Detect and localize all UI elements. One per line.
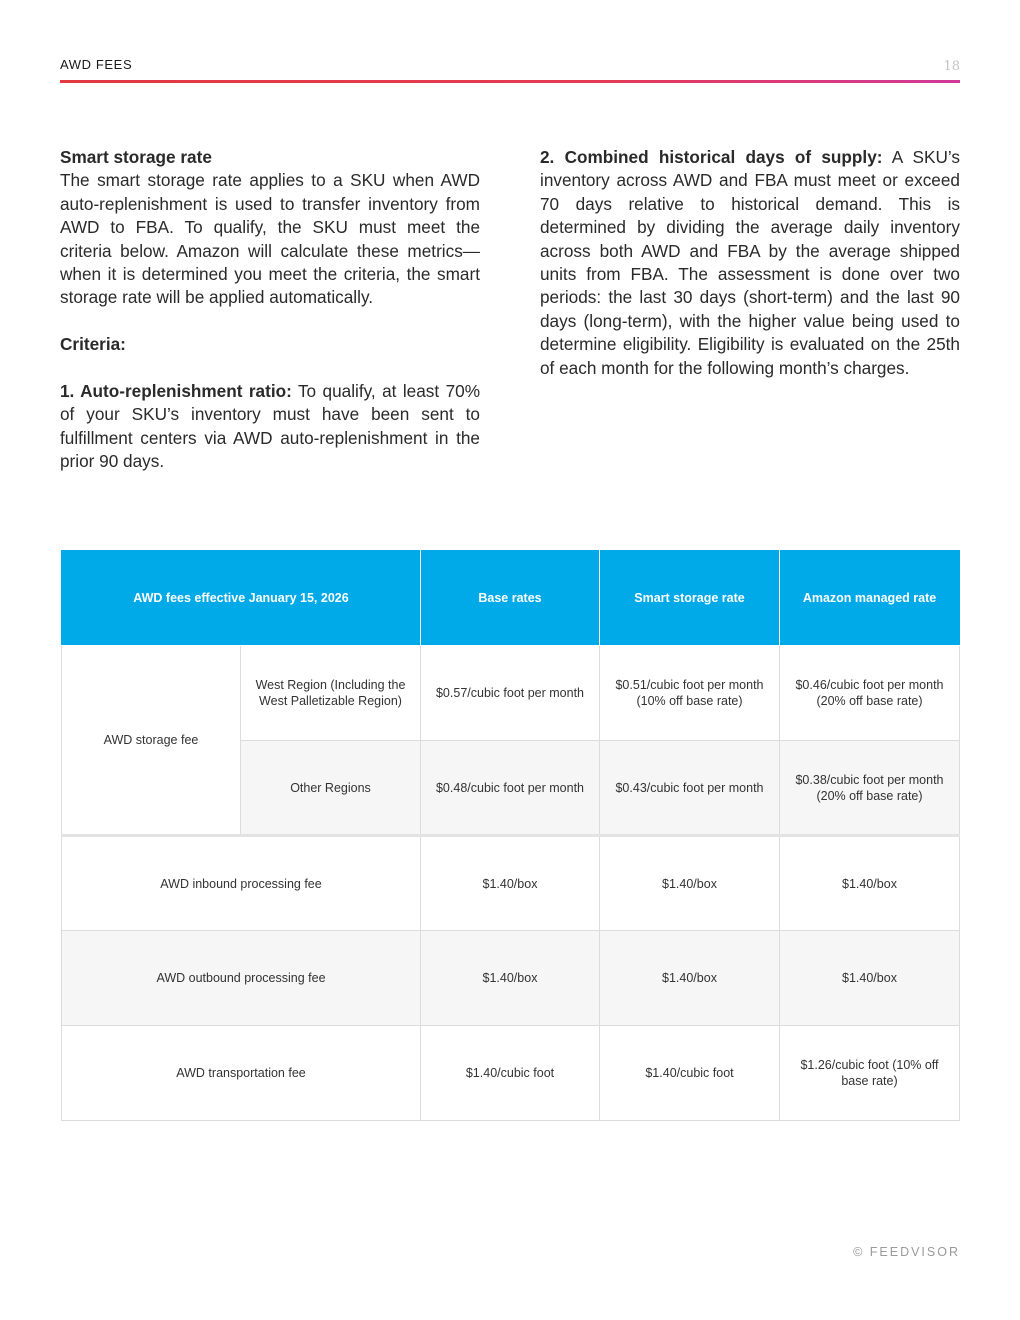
awd-fees-table (61, 550, 960, 1121)
smart-rate-cell: $0.43/cubic foot per month (600, 741, 780, 836)
fee-label: AWD outbound processing fee (62, 931, 421, 1026)
region-label: West Region (Including the West Palletizable Region) (241, 646, 421, 741)
base-rate-cell: $0.48/cubic foot per month (421, 741, 600, 836)
table-row (62, 931, 960, 1026)
header-smart-storage-rate: Smart storage rate (600, 551, 780, 646)
smart-storage-intro: The smart storage rate applies to a SKU when AWD auto-replenishment is used to transfer inventory from AWD to FBA. To qualify, the SKU must meet the criteria below. Amazon will calculate these metrics— when it is determined you meet the criteria, the smart storage rate will be applied automatically. (60, 170, 480, 308)
table-row (62, 836, 960, 931)
smart-storage-heading: Smart storage rate (60, 147, 212, 167)
page-number: 18 (943, 59, 960, 74)
header-base-rates: Base rates (421, 551, 600, 646)
header-divider (60, 80, 960, 83)
base-rate-cell: $1.40/box (421, 931, 600, 1026)
base-rate-cell: $1.40/cubic foot (421, 1026, 600, 1121)
table-header-row (62, 551, 960, 646)
right-text-column (540, 146, 960, 380)
base-rate-cell: $0.57/cubic foot per month (421, 646, 600, 741)
managed-rate-cell: $1.40/box (780, 931, 960, 1026)
table-row (62, 646, 960, 741)
smart-rate-cell: $1.40/box (600, 836, 780, 931)
header-amazon-managed-rate: Amazon managed rate (780, 551, 960, 646)
section-label: AWD FEES (60, 57, 133, 72)
smart-rate-cell: $0.51/cubic foot per month (10% off base rate) (600, 646, 780, 741)
managed-rate-cell: $1.26/cubic foot (10% off base rate) (780, 1026, 960, 1121)
header-fee-type: AWD fees effective January 15, 2026 (62, 551, 421, 646)
criteria-heading: Criteria: (60, 334, 126, 355)
smart-rate-cell: $1.40/cubic foot (600, 1026, 780, 1121)
base-rate-cell: $1.40/box (421, 836, 600, 931)
criterion-1 (60, 380, 480, 474)
managed-rate-cell: $0.46/cubic foot per month (20% off base rate) (780, 646, 960, 741)
fee-label: AWD inbound processing fee (62, 836, 421, 931)
criterion-2-text: A SKU’s inventory across AWD and FBA must meet or exceed 70 days relative to historical demand. This is determined by dividing the average daily inventory across both AWD and FBA by the average shipped units from FBA. The assessment is done over two periods: the last 30 days (short-term) and the last 90 days (long-term), with the higher value being used to determine eligibility. Eligibility is evaluated on the 25th of each month for the following month’s charges. (540, 147, 960, 378)
smart-rate-cell: $1.40/box (600, 931, 780, 1026)
criterion-2 (540, 146, 960, 380)
left-text-column (60, 146, 480, 474)
table-row (62, 1026, 960, 1121)
fee-label: AWD transportation fee (62, 1026, 421, 1121)
storage-fee-label: AWD storage fee (62, 646, 241, 836)
criterion-1-text: To qualify, at least 70% of your SKU’s inventory must have been sent to fulfillment centers via AWD auto-replenishment in the prior 90 days. (60, 381, 480, 472)
region-label: Other Regions (241, 741, 421, 836)
footer-copyright: © FEEDVISOR (853, 1245, 960, 1259)
managed-rate-cell: $0.38/cubic foot per month (20% off base rate) (780, 741, 960, 836)
criterion-2-title: 2. Combined historical days of supply: (540, 147, 883, 167)
criterion-1-title: 1. Auto-replenishment ratio: (60, 381, 292, 402)
managed-rate-cell: $1.40/box (780, 836, 960, 931)
